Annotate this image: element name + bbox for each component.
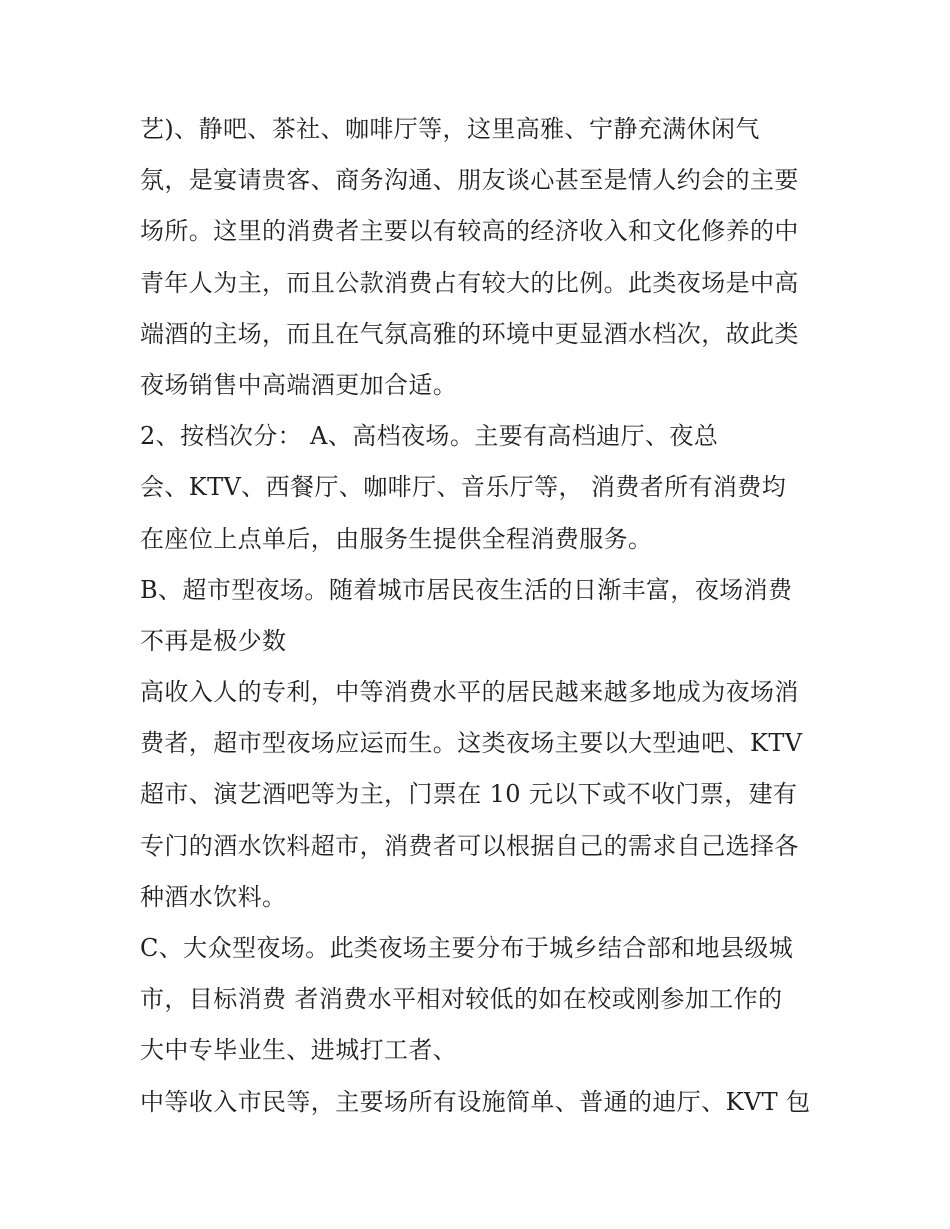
text-line: 高收入人的专利，中等消费水平的居民越来越多地成为夜场消: [140, 678, 799, 707]
text-line: 超市、演艺酒吧等为主，门票在 10 元以下或不收门票，建有: [140, 780, 798, 809]
text-line: B、超市型夜场。随着城市居民夜生活的日渐丰富，夜场消费: [140, 575, 793, 604]
text-line: 会、KTV、西餐厅、咖啡厅、音乐厅等， 消费者所有消费均: [140, 473, 787, 502]
document-body: [140, 104, 830, 1128]
text-line: 大中专毕业生、进城打工者、: [140, 1036, 458, 1065]
text-line: 在座位上点单后，由服务生提供全程消费服务。: [140, 524, 653, 553]
text-line: 夜场销售中高端酒更加合适。: [140, 370, 458, 399]
text-line: 市，目标消费 者消费水平相对较低的如在校或刚参加工作的: [140, 985, 783, 1014]
text-line: C、大众型夜场。此类夜场主要分布于城乡结合部和地县级城: [140, 934, 794, 962]
text-line: 端酒的主场，而且在气氛高雅的环境中更显酒水档次，故此类: [140, 319, 799, 348]
text-line: 青年人为主，而且公款消费占有较大的比例。此类夜场是中高: [140, 268, 799, 297]
text-line: 2、按档次分： A、高档夜场。主要有高档迪厅、夜总: [140, 422, 719, 451]
text-line: 艺)、静吧、茶社、咖啡厅等，这里高雅、宁静充满休闲气: [140, 115, 760, 143]
text-line: 专门的酒水饮料超市，消费者可以根据自己的需求自己选择各: [140, 831, 799, 860]
text-line: 氛，是宴请贵客、商务沟通、朋友谈心甚至是情人约会的主要: [140, 166, 799, 195]
text-line: 种酒水饮料。: [140, 882, 287, 911]
text-line: 不再是极少数: [140, 626, 287, 655]
text-line: 费者，超市型夜场应运而生。这类夜场主要以大型迪吧、KTV: [140, 729, 803, 758]
text-line: 场所。这里的消费者主要以有较高的经济收入和文化修养的中: [140, 217, 799, 246]
text-line: 中等收入市民等，主要场所有设施简单、普通的迪厅、KVT 包: [140, 1087, 811, 1116]
